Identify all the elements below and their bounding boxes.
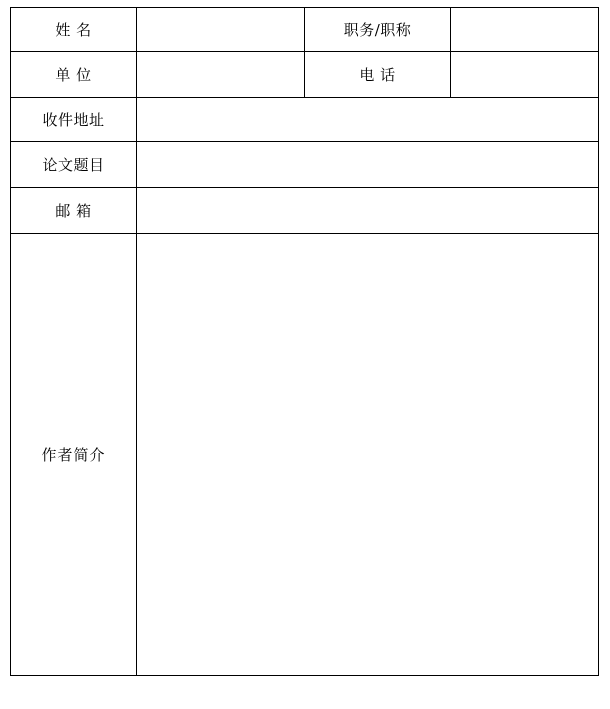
field-email[interactable] bbox=[137, 188, 599, 234]
field-paper-title[interactable] bbox=[137, 142, 599, 188]
label-author-bio: 作者简介 bbox=[11, 234, 137, 676]
label-email: 邮 箱 bbox=[11, 188, 137, 234]
label-mailing-address: 收件地址 bbox=[11, 98, 137, 142]
field-position-title[interactable] bbox=[451, 8, 599, 52]
label-phone: 电 话 bbox=[305, 52, 451, 98]
table-row bbox=[11, 234, 599, 676]
form-sheet bbox=[0, 7, 610, 709]
label-paper-title: 论文题目 bbox=[11, 142, 137, 188]
field-organization[interactable] bbox=[137, 52, 305, 98]
table-row bbox=[11, 8, 599, 52]
table-row bbox=[11, 188, 599, 234]
table-row bbox=[11, 98, 599, 142]
field-mailing-address[interactable] bbox=[137, 98, 599, 142]
author-info-table bbox=[10, 7, 599, 676]
field-name[interactable] bbox=[137, 8, 305, 52]
table-row bbox=[11, 52, 599, 98]
table-row bbox=[11, 142, 599, 188]
label-name: 姓 名 bbox=[11, 8, 137, 52]
label-organization: 单 位 bbox=[11, 52, 137, 98]
field-author-bio[interactable] bbox=[137, 234, 599, 676]
label-position-title: 职务/职称 bbox=[305, 8, 451, 52]
field-phone[interactable] bbox=[451, 52, 599, 98]
